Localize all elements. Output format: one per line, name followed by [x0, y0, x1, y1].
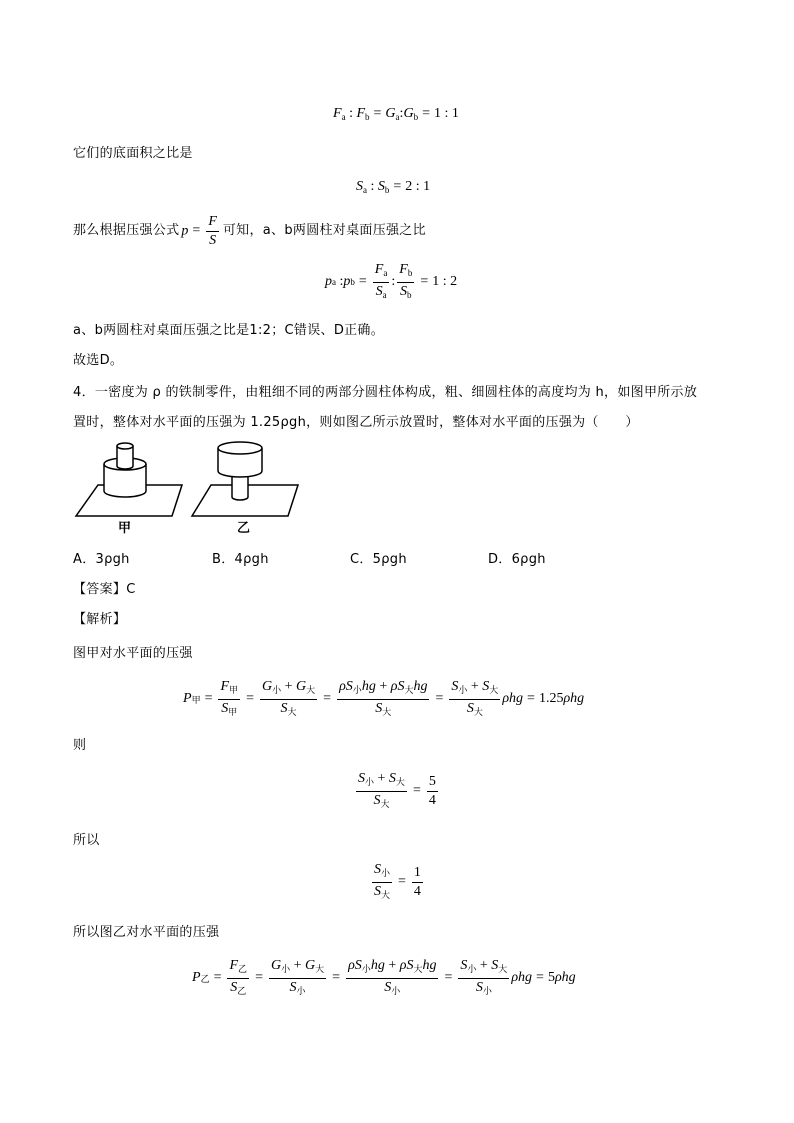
- equation-area-ratio: $S_a$ : $S_b = 2$ : 1: [356, 179, 431, 195]
- equation-pressure-ratio: p a : p b = $\frac{F_a}{S_a}$ : $\frac{F_b}{S_b}$ = 1 : 2: [325, 262, 457, 302]
- figure-label-yi: 乙: [237, 521, 251, 536]
- formula-intro-suffix: 可知，a、b两圆柱对桌面压强之比: [222, 223, 426, 238]
- options-row: [73, 551, 573, 569]
- equation-small-large-ratio: $\frac{S_小}{S_大}$ = $\frac{1}{4}$: [370, 859, 425, 905]
- figure-jia: [76, 443, 182, 516]
- formula-p-equals-f-over-s: p = $\frac{F}{S}$: [181, 213, 217, 248]
- option-a[interactable]: A．3ρgh: [73, 552, 130, 567]
- question-4-line2: 置时，整体对水平面的压强为 1.25ρgh，则如图乙所示放置时，整体对水平面的压强为（ ）: [73, 415, 639, 430]
- equation-area-sum-ratio: $\frac{S_小 + S_大}{S_大}$ = $\frac{5}{4}$: [354, 768, 440, 814]
- equation-force-ratio: $F_a$ : $F_b$ = $G_a:G_b = 1$ : 1: [333, 106, 459, 122]
- equation-pressure-yi: P 乙 = $\frac{F_乙}{S_乙}$ = $\frac{G_小 + G_大}{S_小}$ = $\frac{\rho S_小hg + \rho S_大hg}{S_小}$ = $\frac{S_小 + S_大}{S_小}$ ρhg = 5 ρhg: [192, 955, 576, 1001]
- text-suoyi: 所以: [73, 833, 100, 848]
- figure-yi: [192, 442, 298, 516]
- text-bottom-area-ratio: 它们的底面积之比是: [73, 146, 193, 161]
- answer-label: 【答案】C: [73, 582, 136, 597]
- option-d[interactable]: D．6ρgh: [488, 552, 546, 567]
- text-choose-d: 故选D。: [73, 353, 124, 368]
- text-pressure-formula-line: [73, 211, 426, 251]
- figure-cylinders: [72, 440, 304, 538]
- option-b[interactable]: B．4ρgh: [212, 552, 269, 567]
- text-pressure-yi: 所以图乙对水平面的压强: [73, 925, 220, 940]
- text-ze: 则: [73, 738, 87, 753]
- text-pressure-jia: 图甲对水平面的压强: [73, 646, 193, 661]
- equation-pressure-jia: P 甲 = $\frac{F_甲}{S_甲}$ = $\frac{G_小 + G_大}{S_大}$ = $\frac{\rho S_小hg + \rho S_大hg}{S_大}$ = $\frac{S_小 + S_大}{S_大}$ ρhg = 1.25 ρhg: [183, 676, 584, 722]
- figure-label-jia: 甲: [118, 521, 132, 536]
- option-c[interactable]: C．5ρgh: [350, 552, 407, 567]
- formula-intro-prefix: 那么根据压强公式: [73, 223, 180, 238]
- question-4-line1: 4．一密度为 ρ 的铁制零件，由粗细不同的两部分圆柱体构成，粗、细圆柱体的高度均为 h，如图甲所示放: [73, 385, 698, 400]
- analysis-heading: 【解析】: [73, 612, 127, 627]
- text-conclusion: a、b两圆柱对桌面压强之比是1:2；C错误、D正确。: [73, 323, 385, 338]
